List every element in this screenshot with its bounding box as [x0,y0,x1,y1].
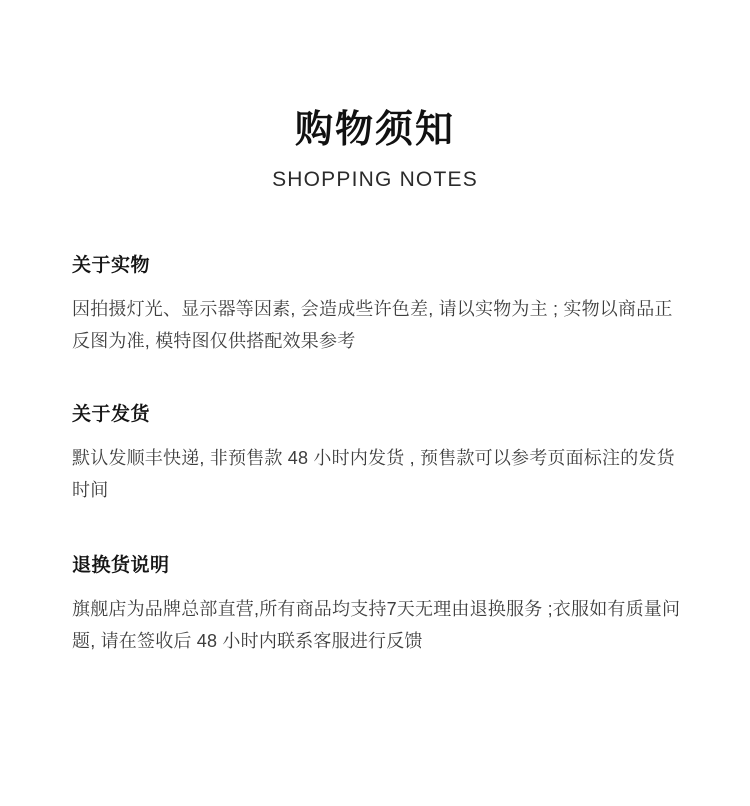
section-body-about-delivery: 默认发顺丰快递, 非预售款 48 小时内发货 , 预售款可以参考页面标注的发货时间 [72,447,675,500]
section-body-about-product: 因拍摄灯光、显示器等因素, 会造成些许色差, 请以实物为主 ; 实物以商品正反图为准, 模特图仅供搭配效果参考 [72,298,673,351]
section-heading-about-product: 关于实物 [72,254,151,276]
section-about-product [72,250,682,357]
page-header [0,0,750,192]
page-title-en: SHOPPING NOTES [272,167,478,191]
section-returns-policy [72,550,682,657]
section-about-delivery [72,399,682,506]
notes-content [0,250,750,657]
page-title-cn: 购物须知 [294,109,455,151]
section-body-returns-policy: 旗舰店为品牌总部直营,所有商品均支持7天无理由退换服务 ;衣服如有质量问题, 请在签收后 48 小时内联系客服进行反馈 [72,598,681,651]
section-heading-returns-policy: 退换货说明 [72,554,170,576]
section-heading-about-delivery: 关于发货 [72,403,151,425]
